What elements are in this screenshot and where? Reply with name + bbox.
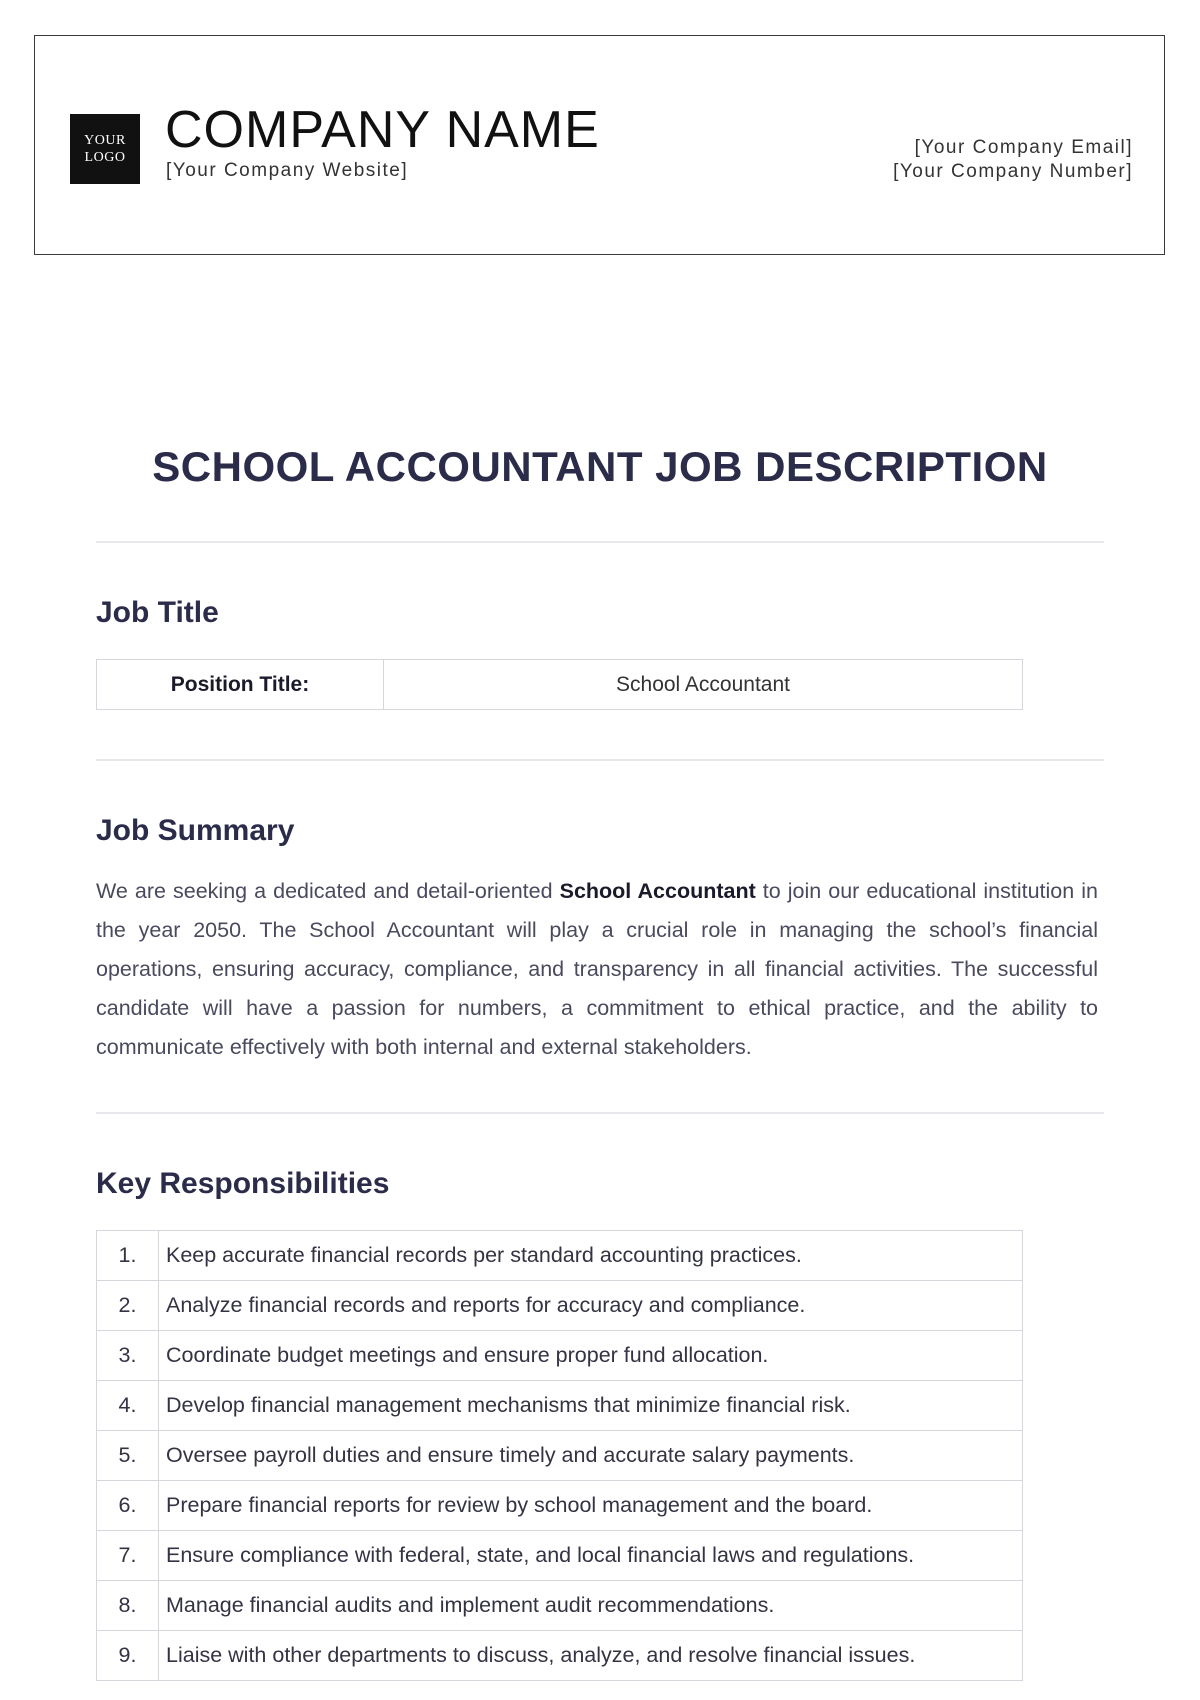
table-row	[97, 1631, 1023, 1681]
logo-line-1: YOUR	[84, 133, 126, 148]
summary-text-end: to join our educational institution in the year 2050. The School Accountant will play a crucial role in managing the school’s financial operations, ensuring accuracy, compliance, and transparency in all financial activities. The successful candidate will have a passion for numbers, a commitment to ethical practice, and the ability to communicate effectively with both internal and external stakeholders.	[96, 879, 1098, 1059]
table-row	[97, 1481, 1023, 1531]
table-row	[97, 1231, 1023, 1281]
table-row	[97, 1431, 1023, 1481]
item-number: 2.	[97, 1281, 159, 1331]
item-text: Analyze financial records and reports for accuracy and compliance.	[159, 1281, 1023, 1331]
company-contact	[893, 136, 1133, 184]
divider	[96, 759, 1104, 761]
table-row	[97, 660, 1023, 710]
summary-text-start: We are seeking a dedicated and detail-oriented	[96, 879, 560, 903]
company-website: [Your Company Website]	[166, 160, 409, 181]
document-title: SCHOOL ACCOUNTANT JOB DESCRIPTION	[152, 443, 1048, 490]
divider	[96, 1112, 1104, 1114]
table-row	[97, 1381, 1023, 1431]
divider	[96, 541, 1104, 543]
company-header	[34, 35, 1165, 255]
item-number: 4.	[97, 1381, 159, 1431]
item-text: Keep accurate financial records per standard accounting practices.	[159, 1231, 1023, 1281]
position-title-label: Position Title:	[97, 660, 384, 710]
table-row	[97, 1581, 1023, 1631]
item-number: 8.	[97, 1581, 159, 1631]
job-title-heading: Job Title	[96, 596, 219, 629]
job-title-table	[96, 659, 1023, 710]
item-number: 9.	[97, 1631, 159, 1681]
item-number: 3.	[97, 1331, 159, 1381]
company-logo	[70, 114, 140, 184]
item-text: Oversee payroll duties and ensure timely and accurate salary payments.	[159, 1431, 1023, 1481]
item-text: Manage financial audits and implement audit recommendations.	[159, 1581, 1023, 1631]
company-email: [Your Company Email]	[914, 137, 1133, 158]
item-text: Liaise with other departments to discuss, analyze, and resolve financial issues.	[159, 1631, 1023, 1681]
responsibilities-table	[96, 1230, 1023, 1681]
item-number: 6.	[97, 1481, 159, 1531]
table-row	[97, 1331, 1023, 1381]
item-text: Ensure compliance with federal, state, and local financial laws and regulations.	[159, 1531, 1023, 1581]
item-text: Coordinate budget meetings and ensure proper fund allocation.	[159, 1331, 1023, 1381]
job-summary-text	[96, 872, 1098, 1067]
key-responsibilities-heading: Key Responsibilities	[96, 1167, 390, 1200]
item-number: 5.	[97, 1431, 159, 1481]
position-title-value: School Accountant	[384, 660, 1023, 710]
job-summary-heading: Job Summary	[96, 814, 295, 847]
company-name: COMPANY NAME	[165, 101, 600, 159]
table-row	[97, 1281, 1023, 1331]
table-row	[97, 1531, 1023, 1581]
company-number: [Your Company Number]	[893, 161, 1133, 182]
item-text: Prepare financial reports for review by school management and the board.	[159, 1481, 1023, 1531]
summary-text-bold: School Accountant	[559, 879, 756, 903]
item-number: 1.	[97, 1231, 159, 1281]
item-text: Develop financial management mechanisms that minimize financial risk.	[159, 1381, 1023, 1431]
item-number: 7.	[97, 1531, 159, 1581]
logo-line-2: LOGO	[84, 150, 126, 165]
